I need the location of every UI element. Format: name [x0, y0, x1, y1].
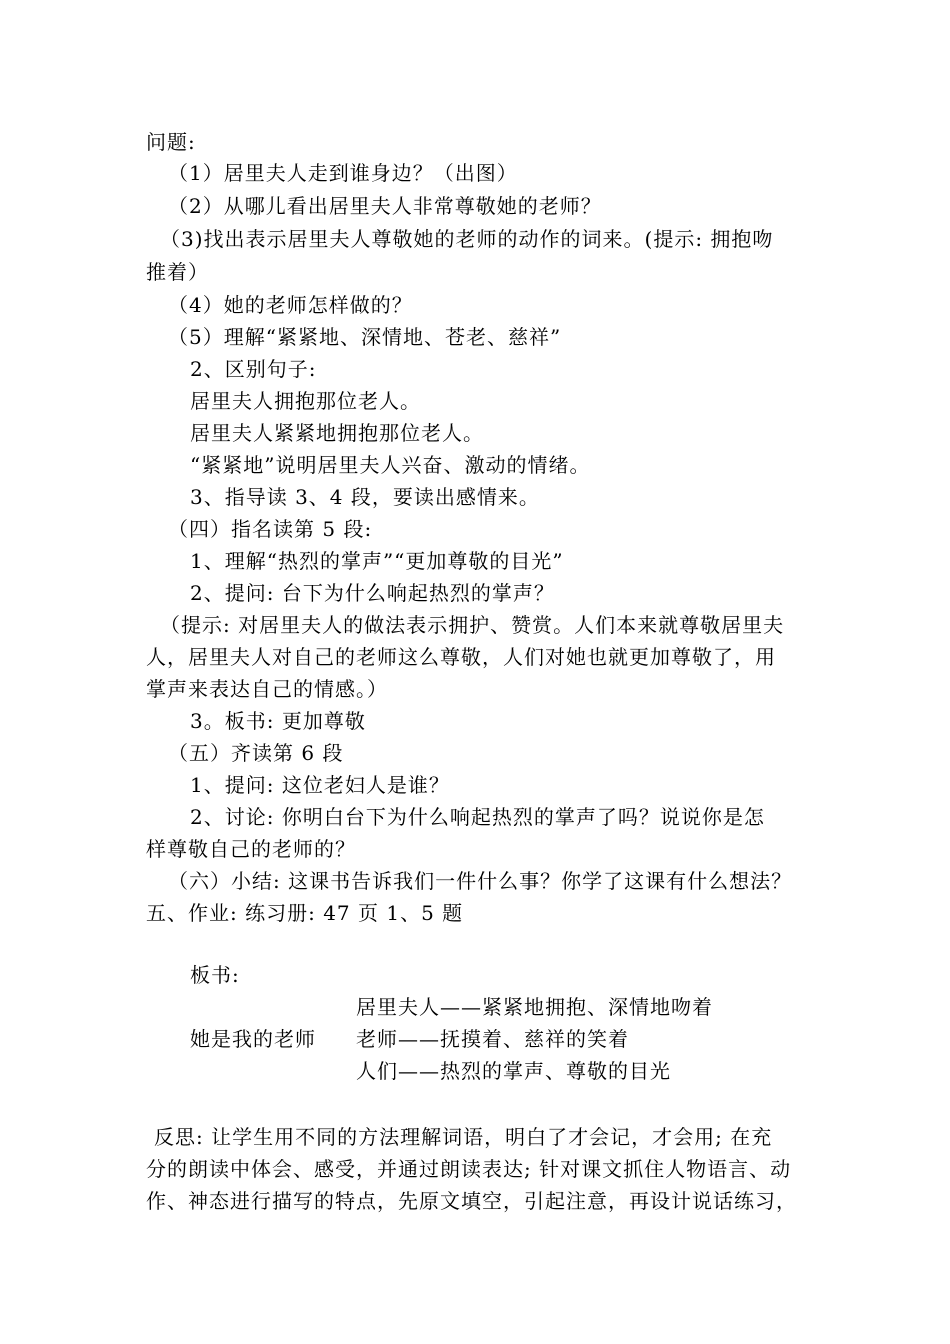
text-line: 五、作业: 练习册: 47 页 1、5 题: [146, 901, 464, 925]
text-line: （2）从哪儿看出居里夫人非常尊敬她的老师？: [168, 194, 602, 218]
text-line: （5）理解“紧紧地、深情地、苍老、慈祥”: [168, 325, 562, 349]
text-line: “紧紧地”说明居里夫人兴奋、激动的情绪。: [190, 453, 591, 477]
text-line: 1、提问: 这位老妇人是谁？: [190, 773, 450, 797]
reflection-line: 分的朗读中体会、感受，并通过朗读表达; 针对课文抓住人物语言、动: [146, 1157, 792, 1181]
text-line: （1）居里夫人走到谁身边？（出图）: [168, 161, 518, 185]
text-line: 居里夫人拥抱那位老人。: [190, 389, 421, 413]
text-line: （4）她的老师怎样做的？: [168, 293, 413, 317]
text-line: 问题:: [146, 130, 196, 154]
text-line: 1、理解“热烈的掌声”“更加尊敬的目光”: [190, 549, 564, 573]
board-heading: 板书:: [190, 963, 240, 987]
text-line: （六）小结: 这课书告诉我们一件什么事？你学了这课有什么想法？: [168, 869, 793, 893]
reflection-line: 作、神态进行描写的特点，先原文填空，引起注意，再设计说话练习，: [146, 1189, 797, 1213]
text-line: 2、提问: 台下为什么响起热烈的掌声？: [190, 581, 555, 605]
text-line: 推着）: [146, 260, 209, 284]
text-line: 2、区别句子:: [190, 357, 317, 381]
board-row: 人们——热烈的掌声、尊敬的目光: [356, 1059, 671, 1083]
text-line: 3、指导读 3、4 段，要读出感情来。: [190, 485, 540, 509]
board-row: 居里夫人——紧紧地拥抱、深情地吻着: [356, 995, 713, 1019]
text-line: （四）指名读第 5 段:: [168, 517, 373, 541]
board-title: 她是我的老师: [190, 1027, 316, 1051]
text-line: （提示: 对居里夫人的做法表示拥护、赞赏。人们本来就尊敬居里夫: [160, 613, 785, 637]
text-line: 居里夫人紧紧地拥抱那位老人。: [190, 421, 484, 445]
text-line: （3)找出表示居里夫人尊敬她的老师的动作的词来。(提示: 拥抱吻: [160, 227, 774, 251]
text-line: 人，居里夫人对自己的老师这么尊敬，人们对她也就更加尊敬了，用: [146, 645, 776, 669]
text-line: 掌声来表达自己的情感。）: [146, 677, 388, 701]
reflection-line: 反思: 让学生用不同的方法理解词语，明白了才会记，才会用; 在充: [154, 1125, 773, 1149]
board-row: 老师——抚摸着、慈祥的笑着: [356, 1027, 629, 1051]
text-line: 2、讨论: 你明白台下为什么响起热烈的掌声了吗？说说你是怎: [190, 805, 765, 829]
text-line: （五）齐读第 6 段: [168, 741, 344, 765]
text-line: 样尊敬自己的老师的？: [146, 837, 356, 861]
text-line: 3。板书: 更加尊敬: [190, 709, 366, 733]
